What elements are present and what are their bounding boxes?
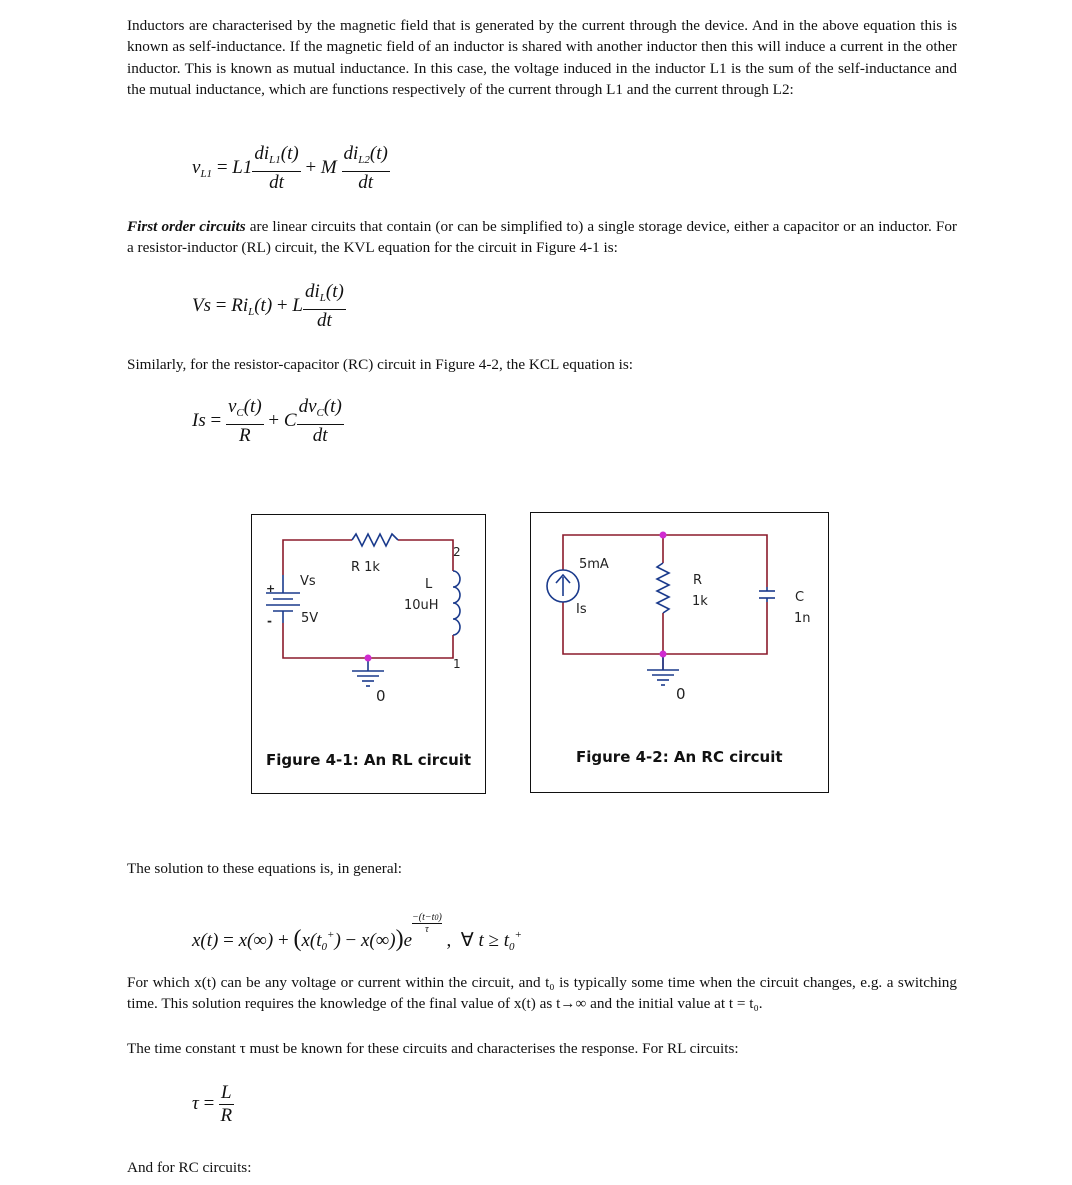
label-vs: Vs — [300, 574, 316, 589]
label-node-2: 2 — [453, 545, 461, 559]
resistor-icon — [657, 563, 669, 613]
resistor-icon — [352, 534, 398, 546]
label-resistor: R — [693, 573, 703, 588]
paragraph-rc-kcl-intro: Similarly, for the resistor-capacitor (RC) circuit in Figure 4-2, the KCL equation is: — [127, 356, 633, 373]
figure-caption: Figure 4-1: An RL circuit — [266, 751, 472, 769]
label-resistance: 1k — [692, 594, 708, 609]
label-source-value: 5mA — [579, 557, 609, 572]
label-resistor: R 1k — [351, 560, 380, 575]
paragraph-mutual-inductance: Inductors are characterised by the magnetic field that is generated by the current through the device. And in the above equation this is known as self-inductance. If the magnetic field of an inductor is shared with another inductor then this will induce a current in the other inductor. This is known as mutual inductance. In this case, the voltage induced in the inductor L1 is the sum of the self-inductance and the mutual inductance, which are functions respectively of the current through L1 and the current through L2: — [127, 17, 957, 99]
label-5v: 5V — [301, 611, 319, 626]
label-inductance: 10uH — [404, 598, 439, 613]
equation-rl-kvl: $Vs = Ri_L(t) + L$ $\frac{di_L(t)}{dt}$ — [192, 281, 344, 331]
paragraph-solution-explanation: For which x(t) can be any voltage or current within the circuit, and t₀ is typically some time when the circuit changes, e.g. a switching time. This solution requires the knowledge of the final value of x(t) as t→∞ and the initial value at t = t₀. — [127, 974, 957, 1013]
equation-rc-kcl: Is = $\frac{v_C(t)}{R}$ + C $\frac{dv_C(t)}{dt}$ — [192, 396, 342, 446]
node-dot — [660, 532, 667, 539]
rc-circuit-schematic — [531, 513, 828, 743]
label-minus: - — [267, 614, 272, 628]
equation-mutual-inductance: $v_{L1} = L1$ $\frac{di_{L1}(t)}{dt}$ + M $\frac{di_{L2}(t)}{dt}$ — [192, 143, 388, 193]
paragraph-first-order-circuits — [127, 216, 957, 259]
capacitor-icon — [759, 587, 775, 602]
node-dot — [660, 651, 667, 658]
figure-rl-circuit — [251, 514, 486, 794]
label-plus: + — [266, 582, 276, 595]
label-ground: 0 — [676, 685, 686, 703]
equation-rl-time-constant: τ = $\frac{L}{R}$ — [192, 1082, 233, 1126]
inductor-icon — [453, 571, 460, 635]
equation-general-solution: $x(t) = x(\infty) + (x(t_0^+) - x(\infty))e$ $\frac{-(t-t0)}{\tau}$ , ∀ $t \ge t_0^+$ — [192, 912, 522, 953]
figure-rc-circuit — [530, 512, 829, 793]
term-first-order-circuits: First order circuits — [127, 218, 246, 235]
paragraph-first-order-text: are linear circuits that contain (or can be simplified to) a single storage device, either a capacitor or an inductor. For a resistor-inductor (RL) circuit, the KVL equation for the circuit in Figure 4-1 is: — [127, 218, 957, 257]
ground-icon — [647, 654, 679, 685]
figure-caption: Figure 4-2: An RC circuit — [576, 748, 783, 766]
current-source-icon — [547, 570, 579, 602]
paragraph-time-constant: The time constant τ must be known for these circuits and characterises the response. For RL circuits: — [127, 1040, 739, 1057]
paragraph-rc-intro: And for RC circuits: — [127, 1159, 252, 1176]
node-dot — [365, 655, 372, 662]
label-capacitance: 1n — [794, 611, 811, 626]
paragraph-solution-intro: The solution to these equations is, in general: — [127, 860, 403, 877]
label-inductor: L — [425, 577, 433, 592]
rl-circuit-schematic — [252, 515, 485, 745]
ground-icon — [352, 658, 384, 686]
label-ground: 0 — [376, 687, 386, 705]
label-node-1: 1 — [453, 657, 461, 671]
label-is: Is — [576, 602, 587, 617]
label-capacitor: C — [795, 590, 805, 605]
